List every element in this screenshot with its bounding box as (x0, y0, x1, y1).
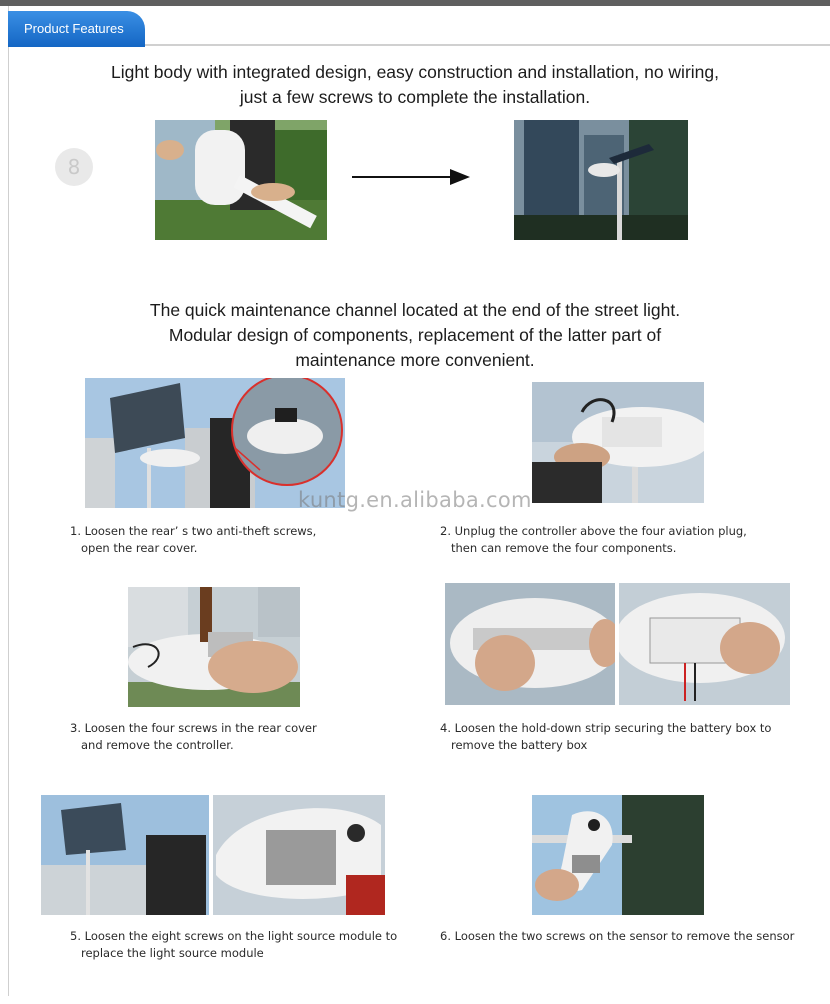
photo-step-2 (532, 382, 704, 503)
caption-line: 5. Loosen the eight screws on the light source module to (70, 929, 398, 943)
step-2-caption (440, 523, 747, 557)
caption-line: and remove the controller. (81, 738, 234, 752)
step-5-caption (70, 928, 397, 962)
photo-step-4 (445, 583, 790, 705)
caption-line: replace the light source module (81, 946, 264, 960)
installation-heading (0, 60, 830, 110)
heading-line: maintenance more convenient. (295, 350, 535, 370)
caption-line: 2. Unplug the controller above the four aviation plug, (440, 524, 747, 538)
step-6-caption (440, 928, 794, 945)
left-border (8, 6, 9, 996)
caption-line: open the rear cover. (81, 541, 198, 555)
watermark: kuntg.en.alibaba.com (298, 488, 532, 512)
photo-step-3 (128, 587, 300, 707)
photo-step-5 (41, 795, 385, 915)
caption-line: 4. Loosen the hold-down strip securing the battery box to (440, 721, 772, 735)
product-features-tab[interactable]: Product Features (8, 11, 145, 47)
heading-line: just a few screws to complete the installation. (239, 87, 591, 107)
section-number-badge: 8 (55, 148, 93, 186)
maintenance-heading (0, 298, 830, 373)
step-1-caption (70, 523, 316, 557)
heading-line: Light body with integrated design, easy construction and installation, no wiring, (110, 62, 719, 82)
step-4-caption (440, 720, 771, 754)
caption-line: 1. Loosen the rear’ s two anti-theft screws, (70, 524, 317, 538)
caption-line: then can remove the four components. (451, 541, 677, 555)
caption-line: 3. Loosen the four screws in the rear cover (70, 721, 317, 735)
step-3-caption (70, 720, 317, 754)
arrow-right-icon (350, 167, 472, 187)
caption-line: 6. Loosen the two screws on the sensor to remove the sensor (440, 929, 795, 943)
caption-line: remove the battery box (451, 738, 588, 752)
photo-installed-street-light (514, 120, 688, 240)
header-divider (140, 44, 830, 46)
photo-installing-lamp (155, 120, 327, 240)
photo-step-6 (532, 795, 704, 915)
heading-line: Modular design of components, replacement of the latter part of (168, 325, 662, 345)
heading-line: The quick maintenance channel located at the end of the street light. (149, 300, 681, 320)
top-bar (0, 0, 830, 6)
